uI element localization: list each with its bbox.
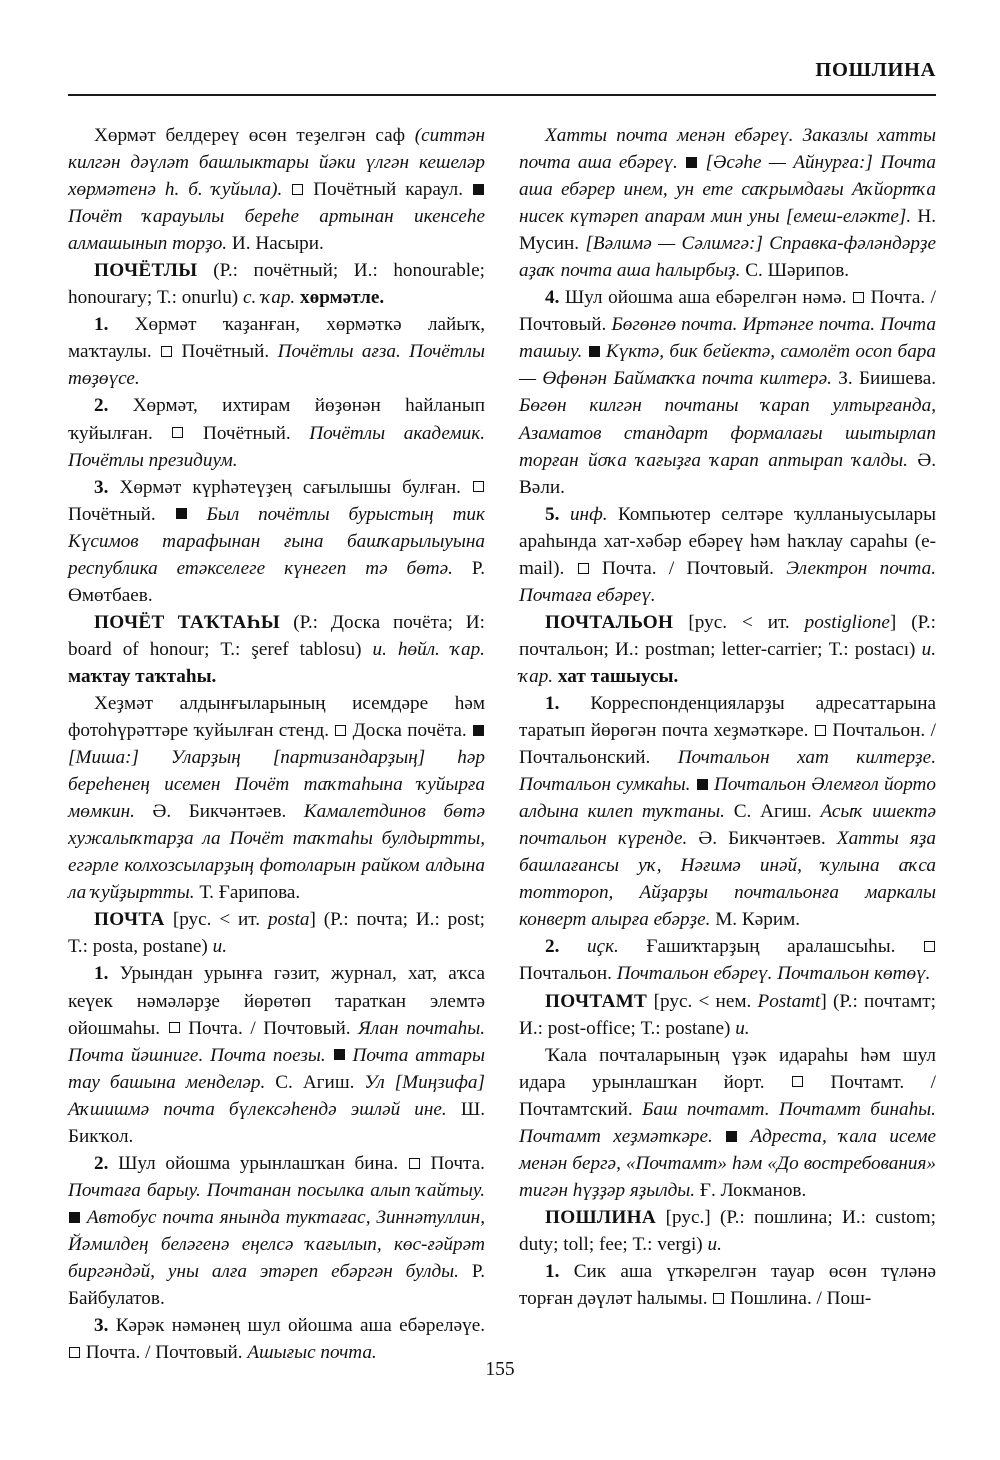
text-run: хөрмәтле. (300, 287, 385, 309)
text-run: Хөрмәт, ихтирам йөҙөнән һайланып ҡуйылған. (68, 395, 485, 444)
definition-marker-icon (335, 725, 346, 736)
text-run: Ә. Вәли. (519, 449, 936, 498)
citation-marker-icon (176, 508, 187, 519)
text-run: Хөрмәт ҡаҙанған, хөрмәткә лайыҡ, маҡтаулы. (68, 314, 485, 363)
text-run: (Р.: Доска почёта; И: board of honour; Т.: şeref tablosu) (68, 611, 485, 660)
text-run: Ялан почтаһы. Почта йәшниге. Почта поезы. (68, 1017, 485, 1066)
headword: ПОЧТАЛЬОН (545, 611, 689, 633)
entry-paragraph (519, 501, 936, 609)
entry-paragraph (519, 988, 936, 1042)
text-run: Камалетдинов бөтә хужалыҡтарҙа ла Почёт таҡтаһы булдыртты, егәрле колхозсыларҙың фотоларын райком алдына ла ҡуйҙыртты. (68, 801, 485, 904)
citation-marker-icon (686, 157, 697, 168)
running-head: ПОШЛИНА (815, 59, 936, 81)
left-column (68, 122, 486, 1364)
entry-paragraph (68, 1150, 485, 1312)
text-run: Сик аша үткәрелгән тауар өсөн түләнә торған дәүләт һалымы. (519, 1260, 937, 1310)
text-run: Р. Өмөтбаев. (68, 557, 485, 606)
definition-marker-icon (172, 427, 183, 438)
definition-marker-icon (578, 563, 589, 574)
text-run: С. Агиш. (275, 1071, 365, 1093)
text-run: Шул ойошма аша ебәрелгән нәмә. (564, 287, 853, 309)
text-run: 1. (545, 692, 591, 714)
entry-paragraph (519, 690, 936, 933)
text-run: Т. Ғарипова. (199, 882, 301, 904)
text-run: 1. (94, 963, 120, 985)
definition-marker-icon (473, 481, 484, 492)
headword: ПОЧТАМТ (545, 990, 654, 1012)
text-run: З. Биишева. (838, 368, 937, 390)
text-run: и. (707, 1233, 722, 1255)
text-run: Почта. / Почтовый. (589, 557, 787, 579)
text-run: ] (Р.: почтальон; И.: postman; letter-carrier; Т.: postacı) (519, 611, 936, 660)
text-run: Почётный. (184, 422, 310, 444)
text-run: Н. Мусин. (519, 206, 936, 255)
two-column-body (68, 122, 937, 1364)
text-run: (ситтән килгән дәүләт башлыктары йәки үлгән кешеләр хөрмәтенә һ. б. ҡуйыла). (68, 125, 485, 201)
text-run: Күктә, бик бейектә, самолёт осоп бара — Өфөнән Баймаҡҡа почта килтерә. (519, 341, 936, 390)
text-run: Ә. Бикчәнтәев. (152, 801, 304, 823)
text-run: Почтальон. / Почтальонский. (519, 720, 936, 769)
text-run: Бөгөнгө почта. Иртәнге почта. Почта ташыу. (519, 314, 936, 363)
entry-paragraph (68, 122, 485, 257)
text-run: и. ҡар. (519, 638, 936, 687)
entry-paragraph (68, 609, 485, 690)
entry-paragraph (519, 933, 936, 987)
text-run: Адреста, ҡала исеме менән бергә, «Почтамт» һәм «До востребования» тигән һүҙҙәр яҙылды. (519, 1125, 936, 1201)
headword: ПОЧЁТ ТАҠТАҺЫ (94, 611, 294, 633)
entry-paragraph (68, 960, 485, 1149)
text-run: Почта. / Почтовый. (180, 1017, 359, 1039)
text-run: инф. (569, 503, 619, 525)
text-run: Шул ойошма урынлашҡан бина. (118, 1152, 408, 1174)
text-run: [рус. < нем. (653, 990, 758, 1012)
text-run: Ғ. Локманов. (699, 1179, 807, 1201)
text-run: и. (735, 1017, 750, 1039)
text-run: Автобус почта янында туктағас, Зиннәтуллин, Йәмилдең беләгенә еңелсә ҡағылып, көс-ғәйрәт биргәндәй, уны алға этәреп ебәргән булды. (68, 1206, 485, 1282)
citation-marker-icon (334, 1049, 345, 1060)
definition-marker-icon (924, 941, 935, 952)
entry-paragraph (68, 690, 485, 906)
text-run: Ғашиҡтарҙың аралашсыһы. (646, 936, 923, 958)
text-run: 3. (94, 476, 120, 498)
text-run: Ул [Миңзифа] Аҡшишмә почта бүлексәһендә эшләй ине. (68, 1071, 485, 1120)
citation-marker-icon (697, 779, 708, 790)
text-run: Почётлы академик. Почётлы президиум. (68, 422, 486, 471)
citation-marker-icon (69, 1212, 80, 1223)
text-run: Postamt (757, 990, 821, 1012)
text-run: 2. (545, 936, 587, 958)
citation-marker-icon (589, 346, 600, 357)
text-run: Пошлина. / Пош- (725, 1288, 872, 1310)
entry-paragraph (519, 609, 936, 690)
definition-marker-icon (815, 725, 826, 736)
text-run: ] (Р.: почтамт; И.: post-office; Т.: postane) (519, 990, 936, 1039)
text-run: Был почётлы бурыстың тик Күсимов тарафынан ғына башҡарылыуына республика етәкселеге күнегеп тә бөтә. (68, 503, 485, 579)
text-run: Ш. Бикҡол. (68, 1098, 485, 1147)
entry-paragraph (68, 257, 485, 311)
text-run: Компьютер селтәре ҡулланыусылары араһында хат-хәбәр ебәреү һәм һаҡлау сараһы (e-mail). (519, 503, 936, 579)
text-run: [Әсәһе — Айнурға:] Почта аша ебәрер инем, ун ете саҡрымдағы Аҡйортҡа нисек күтәреп апарам мин уны [емеш-еләкте]. (519, 152, 937, 228)
citation-marker-icon (726, 1131, 737, 1142)
headword: ПОЧЁТЛЫ (94, 260, 214, 282)
text-run: posta (267, 909, 310, 931)
text-run: (Р.: почётный; И.: honourable; honourary; Т.: onurlu) (68, 260, 485, 309)
text-run: С. Агиш. (733, 801, 821, 823)
text-run: Почтальон. (519, 963, 617, 985)
text-run: Корреспонденцияларҙы адресаттарына таратып йөрөгән почта хеҙмәткәре. (519, 692, 936, 742)
text-run: Ҡала почталарының үҙәк идараһы һәм шул идара урынлашҡан йорт. (519, 1044, 936, 1093)
entry-paragraph (519, 284, 936, 500)
text-run: и. һөйл. ҡар. (372, 638, 485, 660)
text-run: postiglione (804, 611, 890, 633)
text-run: Хөрмәт күрһәтеүҙең сағылышы булған. (119, 476, 473, 498)
headword: ПОЧТА (94, 909, 173, 931)
entry-paragraph (68, 311, 485, 392)
citation-marker-icon (473, 184, 484, 195)
text-run: Доска почёта. (347, 720, 472, 742)
text-run: Хеҙмәт алдынғыларының исемдәре һәм фотоһүрәттәре ҡуйылған стенд. (68, 692, 485, 742)
text-run: Хөрмәт белдереү өсөн теҙелгән саф (94, 125, 415, 146)
text-run: Р. Байбулатов. (68, 1260, 485, 1310)
text-run: Кәрәк нәмәнең шул ойошма аша ебәреләүе. (115, 1315, 486, 1337)
text-run: Почтальон ебәреү. Почтальон көтөү. (616, 963, 931, 985)
right-column (519, 122, 936, 1332)
text-run: Бөгөн килгән почтаны ҡарап ултырғанда, Азаматов стандарт формалағы шытырлап торған йоҡа ҡағыҙға ҡарап аптырап ҡалды. (519, 395, 936, 471)
text-run: Почта. / Почтовый. (519, 287, 937, 336)
definition-marker-icon (161, 346, 172, 357)
text-run: [рус.] (Р.: пошлина; И.: custom; duty; toll; fee; Т.: vergi) (519, 1206, 937, 1255)
text-run: 1. (94, 314, 135, 336)
text-run: Почта. (420, 1152, 485, 1174)
entry-paragraph (519, 122, 936, 284)
definition-marker-icon (69, 1347, 80, 1358)
text-run: [рус. < ит. (172, 909, 268, 931)
text-run: Почтальон хат килтерҙе. Почтальон сумкаһы. (519, 747, 936, 796)
text-run: Почётный. (173, 341, 278, 363)
text-run: Электрон почта. Почтаға ебәреү. (519, 557, 937, 606)
entry-paragraph (519, 1258, 936, 1312)
entry-paragraph (68, 1312, 485, 1366)
text-run: Почтамт. / Почтамтский. (519, 1071, 936, 1120)
text-run: Почётный. (68, 503, 175, 525)
text-run: Почётлы ағза. Почётлы төҙөүсе. (68, 341, 486, 390)
text-run: 4. (545, 287, 565, 309)
definition-marker-icon (792, 1076, 803, 1087)
definition-marker-icon (853, 292, 864, 303)
header-rule (68, 94, 936, 96)
text-run: 1. (545, 1260, 574, 1282)
definition-marker-icon (292, 184, 303, 195)
text-run: хат ташыусы. (557, 665, 679, 687)
text-run: иҫк. (586, 936, 647, 958)
text-run: Хатты яҙа башлағансы уҡ, Нәғимә инәй, ҡулына аҡса тоттороп, Айҙарҙы почтальонға маркалы конверт алырға ебәрҙе. (519, 828, 936, 931)
entry-paragraph (519, 1204, 936, 1258)
text-run: Почта аттары тау башына менделәр. (68, 1044, 485, 1093)
text-run: 3. (94, 1315, 116, 1337)
text-run: 5. (545, 503, 570, 525)
text-run: Почётный караул. (304, 179, 472, 201)
text-run: с. ҡар. (243, 287, 301, 309)
text-run: Ашығыс почта. (247, 1342, 377, 1364)
text-run: маҡтау таҡтаһы. (68, 665, 217, 687)
text-run: И. Насыри. (231, 233, 324, 255)
entry-paragraph (68, 474, 485, 609)
text-run: и. (212, 936, 228, 958)
headword: ПОШЛИНА (545, 1206, 666, 1228)
citation-marker-icon (473, 725, 484, 736)
definition-marker-icon (409, 1158, 420, 1169)
page-number: 155 (485, 1359, 515, 1380)
entry-paragraph (68, 392, 485, 473)
text-run: ] (Р.: почта; И.: post; Т.: posta, postane) (68, 909, 485, 958)
entry-paragraph (68, 906, 485, 960)
entry-paragraph (519, 1042, 936, 1204)
text-run: [Вәлимә — Сәлимгә:] Справка-фәләндәрҙе аҙаҡ почта аша һалырбыҙ. (519, 233, 936, 282)
text-run: Почтаға барыу. Почтанан посылка алып ҡайтыу. (68, 1179, 485, 1201)
text-run: [рус. < ит. (688, 611, 805, 633)
text-run: 2. (94, 395, 133, 417)
definition-marker-icon (713, 1293, 724, 1304)
text-run: Почтальон Әлемғол йорто алдына килеп туҡтаны. (519, 774, 936, 823)
text-run: [Миша:] Уларҙың [партизандарҙың] һәр береһенең исемен Почёт таҡтаһына ҡуйырға мөмкин. (68, 747, 485, 823)
text-run: С. Шәрипов. (745, 260, 850, 282)
text-run: М. Кәрим. (715, 909, 801, 931)
text-run: Урындан урынға гәзит, журнал, хат, аҡса кеүек нәмәләрҙе йөрөтөп тараткан элемтә ойошмаһы. (68, 963, 486, 1039)
text-run: Асыҡ ишектә почтальон күренде. (519, 801, 936, 850)
text-run: Ә. Бикчәнтәев. (698, 828, 837, 850)
text-run: Баш почтамт. Почтамт бинаһы. Почтамт хеҙмәткәре. (519, 1098, 936, 1147)
definition-marker-icon (169, 1022, 180, 1033)
text-run: Хатты почта менән ебәреү. Заказлы хатты почта аша ебәреү. (519, 125, 936, 174)
text-run: Почта. / Почтовый. (81, 1342, 248, 1364)
text-run: 2. (94, 1152, 119, 1174)
text-run: Почёт ҡарауылы береһе артынан икенсеһе алмашынып торҙо. (68, 206, 485, 255)
